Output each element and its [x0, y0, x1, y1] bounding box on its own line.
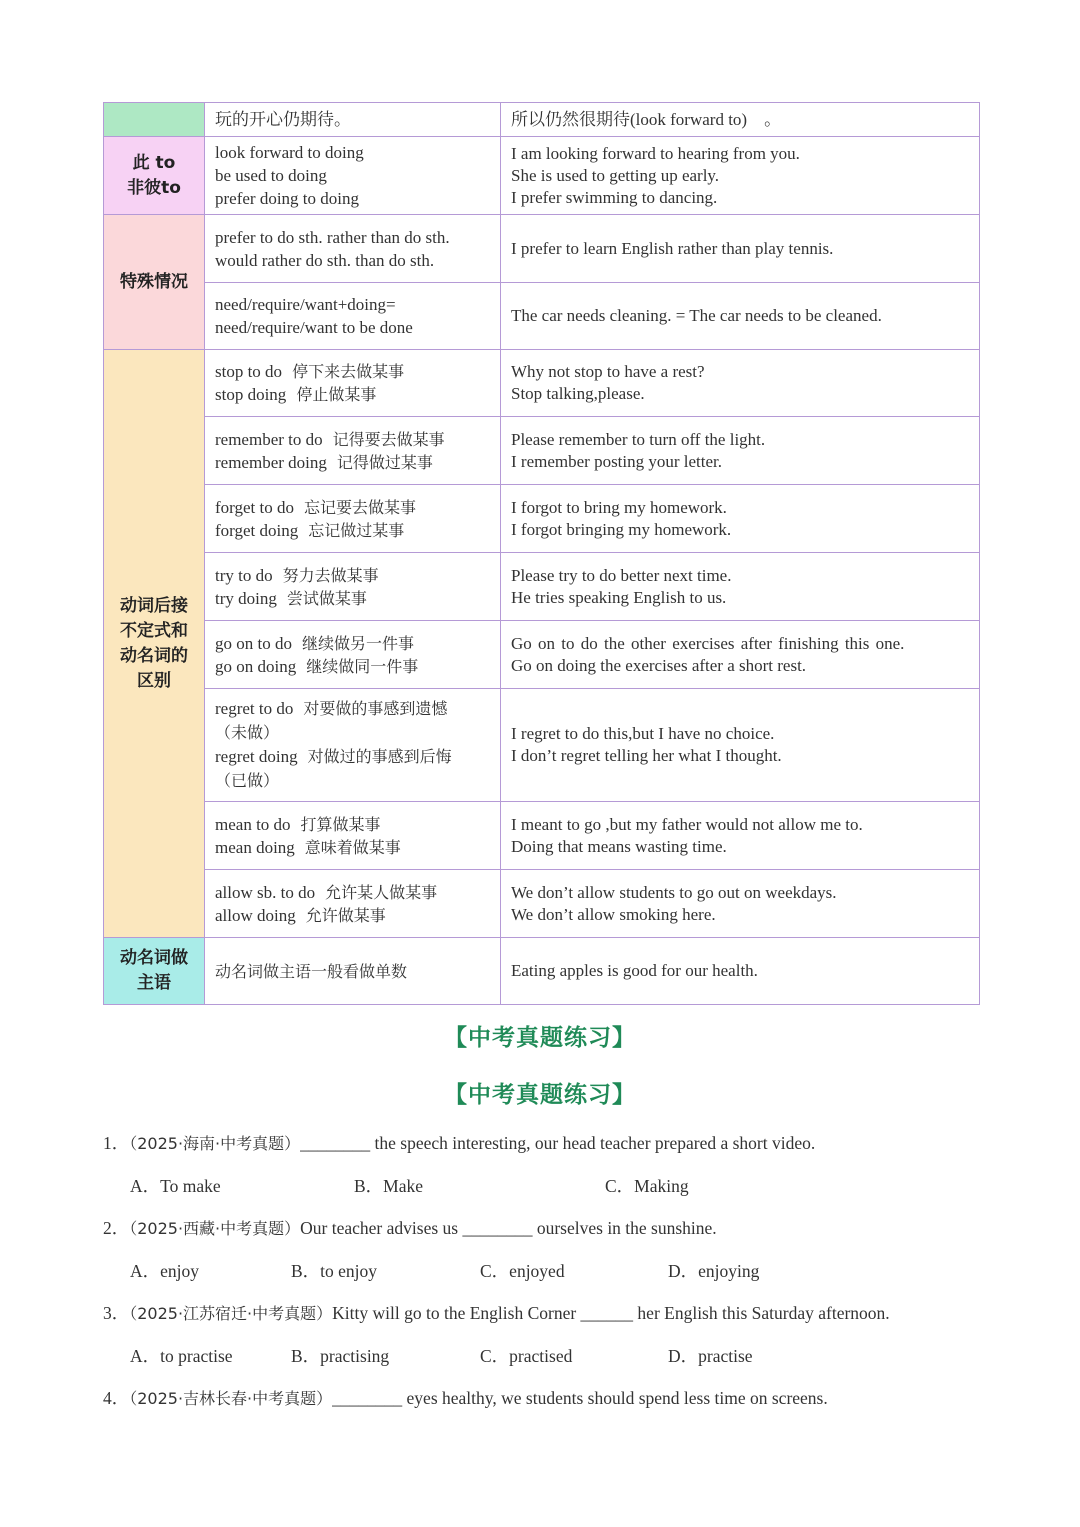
category-text: 主语	[137, 973, 171, 993]
category-text: 不定式和	[120, 620, 188, 641]
pattern-line	[215, 632, 490, 655]
question-number: 3．	[103, 1303, 130, 1323]
pattern-line	[215, 451, 490, 474]
pattern-cell	[205, 621, 501, 689]
question-text: her English this Saturday afternoon.	[633, 1303, 890, 1323]
question-source: （2025·江苏宿迁·中考真题）	[129, 1304, 333, 1323]
pattern-en: allow doing	[215, 905, 296, 925]
pattern-line	[215, 428, 490, 451]
pattern-en: mean doing	[215, 837, 295, 857]
example-text: Go on doing the exercises after a short rest.	[511, 655, 807, 675]
table-row	[104, 137, 980, 215]
pattern-cn: （未做）	[215, 723, 280, 742]
pattern-cn: 继续做同一件事	[306, 656, 419, 676]
pattern-cell	[205, 689, 501, 802]
category-text: 此 to	[132, 152, 176, 173]
pattern-cn: 忘记要去做某事	[304, 497, 417, 517]
pattern-cn: 动名词做主语一般看做单数	[215, 961, 408, 981]
category-text: 动词后接	[120, 595, 188, 616]
pattern-line	[215, 496, 490, 519]
pattern-cell	[205, 870, 501, 938]
pattern-en: mean to do	[215, 814, 291, 834]
example-text: Doing that means wasting time.	[511, 836, 727, 856]
pattern-en: stop to do	[215, 362, 283, 381]
table-row	[104, 350, 980, 417]
example-text: We don’t allow smoking here.	[511, 904, 716, 924]
example-text: 所以仍然很期待(look forward to) 。	[511, 109, 782, 129]
pattern-cn: 努力去做某事	[282, 565, 379, 585]
example-text: I remember posting your letter.	[511, 451, 723, 471]
pattern-cn: 允许某人做某事	[325, 882, 438, 902]
pattern-cn: 忘记做过某事	[308, 520, 405, 540]
example-cell	[501, 870, 980, 938]
category-cell	[104, 938, 205, 1005]
pattern-text: prefer doing to doing	[215, 189, 359, 208]
table-row	[104, 870, 980, 938]
example-cell	[501, 485, 980, 553]
pattern-cn: 停止做某事	[296, 385, 377, 404]
option-d[interactable]: D．practise	[668, 1346, 753, 1366]
pattern-line	[215, 745, 490, 769]
pattern-en: forget doing	[215, 520, 299, 540]
example-cell	[501, 215, 980, 283]
pattern-line	[215, 587, 490, 610]
category-cell	[104, 350, 205, 938]
pattern-line	[215, 519, 490, 542]
option-b[interactable]: B．practising	[291, 1346, 390, 1366]
option-b[interactable]: B．Make	[354, 1176, 424, 1196]
answer-blank[interactable]: ________	[300, 1133, 371, 1153]
example-text: I prefer to learn English rather than play tennis.	[511, 238, 834, 258]
question-source: （2025·西藏·中考真题）	[129, 1219, 301, 1238]
pattern-cn: 对做过的事感到后悔	[307, 747, 452, 766]
example-text: I forgot bringing my homework.	[511, 519, 732, 539]
example-text: He tries speaking English to us.	[511, 587, 727, 607]
question-number: 4．	[103, 1388, 130, 1408]
pattern-en: remember to do	[215, 429, 323, 449]
example-text: I don’t regret telling her what I thought.	[511, 746, 782, 765]
pattern-text: look forward to doing	[215, 143, 364, 162]
question-text: the speech interesting, our head teacher prepared a short video.	[370, 1133, 816, 1153]
example-cell	[501, 350, 980, 417]
pattern-cn: 继续做另一件事	[301, 633, 414, 653]
option-a[interactable]: A．to practise	[130, 1346, 233, 1366]
pattern-cell	[205, 137, 501, 215]
pattern-line	[215, 904, 490, 927]
question-4	[103, 1385, 1003, 1410]
pattern-cn: 允许做某事	[305, 905, 386, 925]
pattern-cell	[205, 350, 501, 417]
pattern-cell	[205, 938, 501, 1005]
category-text: 非彼to	[127, 177, 181, 198]
table-row	[104, 553, 980, 621]
pattern-cell	[205, 283, 501, 350]
section-heading: 【中考真题练习】	[444, 1082, 636, 1108]
example-cell	[501, 621, 980, 689]
pattern-cell	[205, 485, 501, 553]
option-a[interactable]: A．enjoy	[130, 1261, 200, 1281]
pattern-line	[215, 655, 490, 678]
example-cell	[501, 689, 980, 802]
example-text: Why not stop to have a rest?	[511, 362, 705, 381]
example-cell	[501, 137, 980, 215]
answer-blank[interactable]: ________	[332, 1388, 403, 1408]
example-text: I meant to go ,but my father would not allow me to.	[511, 814, 863, 834]
example-cell	[501, 103, 980, 137]
category-text: 动名词做	[120, 948, 188, 968]
pattern-line	[215, 881, 490, 904]
pattern-line	[215, 769, 490, 793]
pattern-en: try to do	[215, 565, 273, 585]
example-text: Please remember to turn off the light.	[511, 429, 766, 449]
pattern-en: forget to do	[215, 497, 295, 517]
table-row	[104, 938, 980, 1005]
pattern-en: try doing	[215, 588, 277, 608]
pattern-line	[215, 360, 490, 383]
pattern-en: remember doing	[215, 452, 327, 472]
pattern-line	[215, 383, 490, 406]
example-text: I prefer swimming to dancing.	[511, 187, 718, 207]
pattern-text: need/require/want to be done	[215, 318, 413, 337]
table-row	[104, 689, 980, 802]
pattern-cell	[205, 553, 501, 621]
pattern-cell	[205, 103, 501, 137]
question-1	[103, 1130, 1003, 1155]
pattern-cell	[205, 417, 501, 485]
pattern-en: regret to do	[215, 699, 294, 718]
table-row	[104, 417, 980, 485]
question-text: Our teacher advises us	[300, 1218, 463, 1238]
pattern-line	[215, 697, 490, 721]
category-text: 特殊情况	[120, 271, 188, 292]
example-text: Stop talking,please.	[511, 384, 645, 403]
table-row	[104, 802, 980, 870]
question-number: 2．	[103, 1218, 130, 1238]
category-text: 区别	[137, 670, 171, 691]
option-c[interactable]: C．Making	[605, 1176, 689, 1196]
answer-blank[interactable]: ______	[580, 1303, 634, 1323]
pattern-line	[215, 813, 490, 836]
example-cell	[501, 283, 980, 350]
question-source: （2025·海南·中考真题）	[129, 1134, 301, 1153]
answer-blank[interactable]: ________	[462, 1218, 533, 1238]
example-text: I am looking forward to hearing from you.	[511, 143, 800, 163]
pattern-cn: 停下来去做某事	[292, 362, 405, 381]
pattern-cn: 打算做某事	[300, 814, 381, 834]
example-cell	[501, 938, 980, 1005]
section-heading: 【中考真题练习】	[444, 1025, 636, 1051]
pattern-cell	[205, 802, 501, 870]
question-text: eyes healthy, we students should spend less time on screens.	[402, 1388, 828, 1408]
pattern-en: go on doing	[215, 656, 297, 676]
example-text: I forgot to bring my homework.	[511, 497, 727, 517]
pattern-en: regret doing	[215, 747, 298, 766]
example-cell	[501, 553, 980, 621]
pattern-line	[215, 836, 490, 859]
pattern-text: prefer to do sth. rather than do sth.	[215, 227, 450, 247]
table-row	[104, 103, 980, 137]
example-text: Eating apples is good for our health.	[511, 961, 758, 980]
question-text: Kitty will go to the English Corner	[332, 1303, 581, 1323]
pattern-text: be used to doing	[215, 166, 327, 185]
example-cell	[501, 802, 980, 870]
question-2	[103, 1215, 1003, 1240]
question-source: （2025·吉林长春·中考真题）	[129, 1389, 333, 1408]
category-cell	[104, 215, 205, 350]
pattern-cn: 意味着做某事	[304, 837, 401, 857]
example-text: Go on to do the other exercises after finishing this one.	[511, 633, 905, 653]
pattern-cn: 尝试做某事	[286, 588, 367, 608]
question-text: ourselves in the sunshine.	[532, 1218, 717, 1238]
pattern-en: allow sb. to do	[215, 882, 316, 902]
table-row	[104, 485, 980, 553]
question-1-options	[130, 1173, 950, 1197]
grammar-table	[103, 102, 980, 1005]
example-cell	[501, 417, 980, 485]
pattern-cn: 记得做过某事	[336, 452, 433, 472]
category-cell	[104, 137, 205, 215]
pattern-cn: （已做）	[215, 771, 280, 790]
example-text: We don’t allow students to go out on weekdays.	[511, 882, 837, 902]
pattern-cn: 记得要去做某事	[332, 429, 445, 449]
question-2-options	[130, 1258, 950, 1282]
pattern-en: go on to do	[215, 633, 292, 653]
pattern-line	[215, 721, 490, 745]
example-text: The car needs cleaning. = The car needs to be cleaned.	[511, 306, 882, 325]
option-c[interactable]: C．practised	[480, 1346, 573, 1366]
question-3	[103, 1300, 1003, 1325]
example-text: I regret to do this,but I have no choice.	[511, 724, 775, 743]
category-cell-empty	[104, 103, 205, 137]
table-row	[104, 215, 980, 283]
question-3-options	[130, 1343, 950, 1367]
option-a[interactable]: A．To make	[130, 1176, 221, 1196]
pattern-en: stop doing	[215, 385, 287, 404]
question-number: 1．	[103, 1133, 130, 1153]
example-text: She is used to getting up early.	[511, 165, 720, 185]
example-text: Please try to do better next time.	[511, 565, 732, 585]
pattern-text: 玩的开心仍期待。	[215, 110, 351, 129]
table-row	[104, 283, 980, 350]
pattern-line	[215, 564, 490, 587]
pattern-cn: 对要做的事感到遗憾	[303, 699, 448, 718]
category-text: 动名词的	[120, 645, 188, 666]
pattern-text: need/require/want+doing=	[215, 295, 396, 314]
option-c[interactable]: C．enjoyed	[480, 1261, 565, 1281]
option-d[interactable]: D．enjoying	[668, 1261, 760, 1281]
table-row	[104, 621, 980, 689]
option-b[interactable]: B．to enjoy	[291, 1261, 378, 1281]
pattern-text: would rather do sth. than do sth.	[215, 250, 435, 270]
pattern-cell	[205, 215, 501, 283]
